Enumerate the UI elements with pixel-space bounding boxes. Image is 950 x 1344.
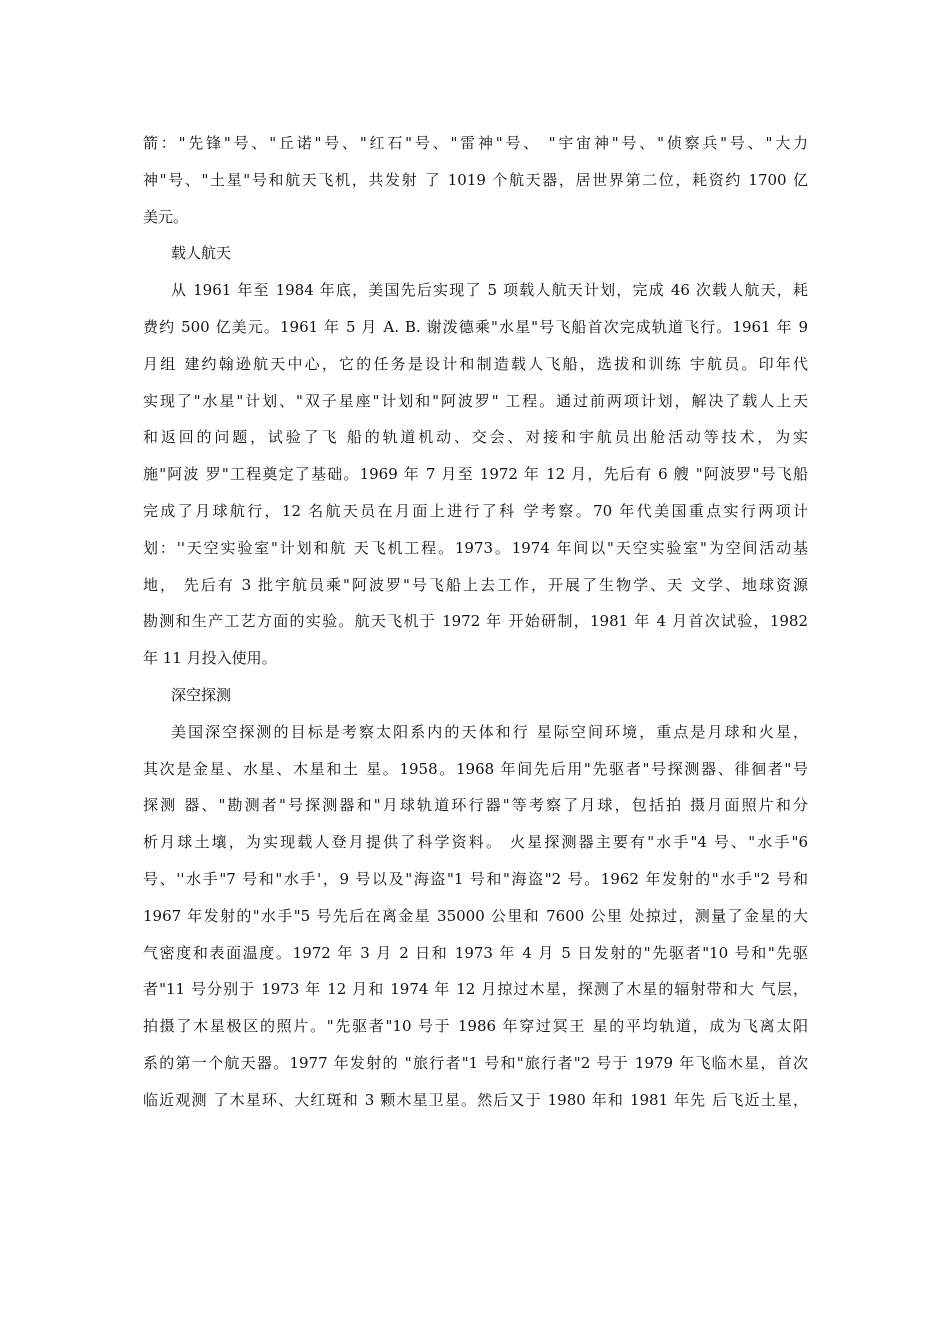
paragraph-line: 者"11 号分别于 1973 年 12 月和 1974 年 12 月掠过木星，探测了木星的辐射带和大 气层， [143, 980, 808, 999]
paragraph-line: 月组 建约翰逊航天中心，它的任务是设计和制造载人飞船，选拔和训练 宇航员。印年代 [143, 354, 808, 373]
section-heading-crewed-spaceflight: 载人航天 [171, 244, 232, 263]
paragraph-line: 费约 500 亿美元。1961 年 5 月 A. B. 谢泼德乘"水星"号飞船首次完成轨道飞行。1961 年 9 [143, 317, 808, 336]
paragraph-line: 析月球土壤，为实现载人登月提供了科学资料。 火星探测器主要有"水手"4 号、"水手"6 [143, 833, 808, 852]
paragraph-line: 系的第一个航天器。1977 年发射的 "旅行者"1 号和"旅行者"2 号于 1979 年飞临木星，首次 [143, 1053, 808, 1072]
paragraph-line: 勘测和生产工艺方面的实验。航天飞机于 1972 年 开始研制，1981 年 4 月首次试验，1982 [143, 612, 808, 631]
paragraph-line: 号、''水手"7 号和"水手'，9 号以及"海盗"1 号和"海盗"2 号。1962 年发射的"水手"2 号和 [143, 869, 808, 888]
paragraph-line: 实现了"水星"计划、"双子星座"计划和"阿波罗" 工程。通过前两项计划，解决了载人上天 [143, 391, 808, 410]
paragraph-line: 地， 先后有 3 批宇航员乘"阿波罗"号飞船上去工作，开展了生物学、天 文学、地球资源 [143, 575, 808, 594]
paragraph-line: 年 11 月投入使用。 [143, 649, 277, 668]
paragraph-line: 拍摄了木星极区的照片。"先驱者"10 号于 1986 年穿过冥王 星的平均轨道，成为飞离太阳 [143, 1017, 808, 1036]
paragraph-line: 探测 器、"勘测者"号探测器和"月球轨道环行器"等考察了月球，包括拍 摄月面照片和分 [143, 796, 808, 815]
paragraph-line: 神"号、"土星"号和航天飞机，共发射 了 1019 个航天器，居世界第二位，耗资约 1700 亿 [143, 170, 808, 189]
paragraph-line: 箭："先锋"号、"丘诺"号、"红石"号、"雷神"号、 "宇宙神"号、"侦察兵"号、"大力 [143, 134, 808, 152]
paragraph-line: 美元。 [143, 207, 189, 226]
paragraph-line: 临近观测 了木星环、大红斑和 3 颗木星卫星。然后又于 1980 年和 1981 年先 后飞近土星， [143, 1090, 808, 1109]
paragraph-line: 划：''天空实验室"计划和航 天飞机工程。1973。1974 年间以"天空实验室"为空间活动基 [143, 538, 808, 557]
paragraph-line: 其次是金星、水星、木星和土 星。1958。1968 年间先后用"先驱者"号探测器、徘徊者"号 [143, 759, 808, 778]
paragraph-line: 从 1961 年至 1984 年底，美国先后实现了 5 项载人航天计划，完成 46 次载人航天，耗 [171, 281, 808, 300]
paragraph-line: 和返回的问题，试验了飞 船的轨道机动、交会、对接和宇航员出舱活动等技术，为实 [143, 428, 808, 447]
paragraph-line: 美国深空探测的目标是考察太阳系内的天体和行 星际空间环境，重点是月球和火星， [171, 722, 808, 741]
paragraph-line: 气密度和表面温度。1972 年 3 月 2 日和 1973 年 4 月 5 日发射的"先驱者"10 号和"先驱 [143, 943, 808, 962]
body-text [143, 125, 808, 1119]
paragraph-line: 完成了月球航行，12 名航天员在月面上进行了科 学考察。70 年代美国重点实行两项计 [143, 501, 808, 520]
paragraph-line: 1967 年发射的"水手"5 号先后在离金星 35000 公里和 7600 公里 处掠过，测量了金星的大 [143, 906, 808, 925]
paragraph-line: 施"阿波 罗"工程奠定了基础。1969 年 7 月至 1972 年 12 月，先后有 6 艘 "阿波罗"号飞船 [143, 465, 808, 484]
section-heading-deep-space-exploration: 深空探测 [171, 685, 232, 704]
